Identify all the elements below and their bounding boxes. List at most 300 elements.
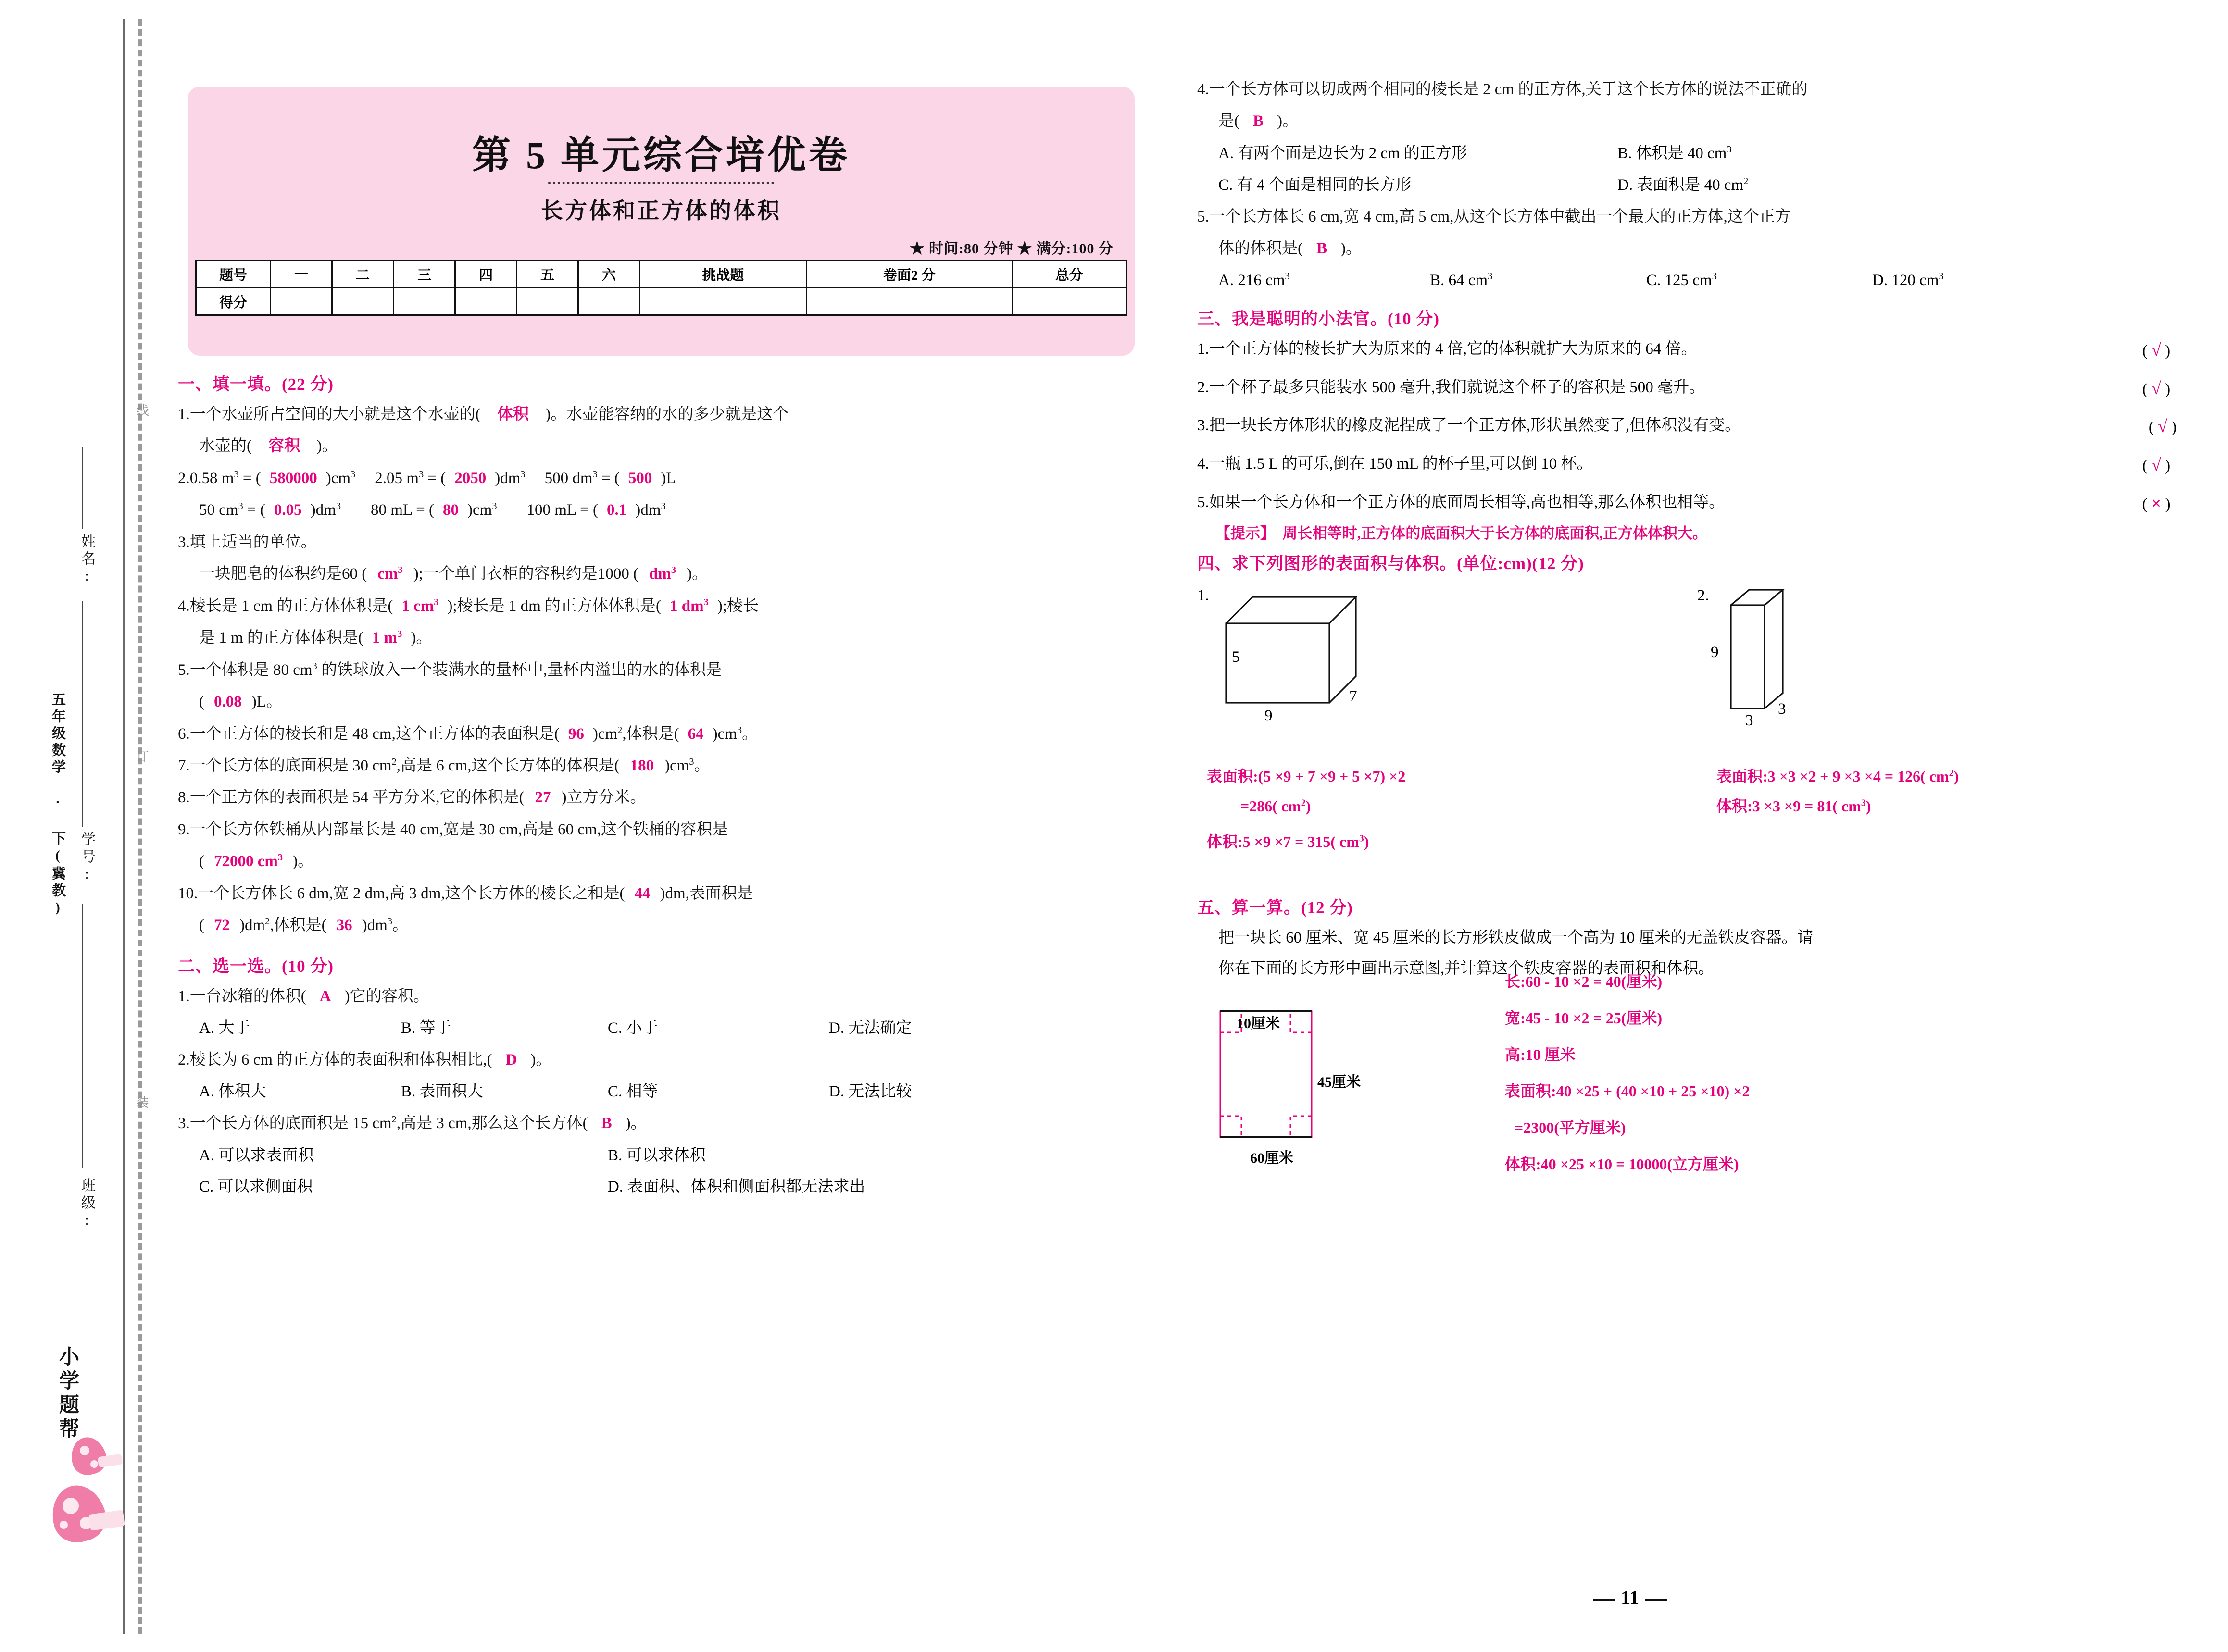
s1-q2-3-rhs: )dm bbox=[310, 501, 336, 519]
s1-q10-text-e: ,体积是( bbox=[270, 917, 327, 934]
s1-q2-2-lhs-sup: 3 bbox=[592, 469, 598, 480]
s1-q2-5-mid: = ( bbox=[576, 501, 599, 519]
s1-q4-text-d: 是 1 m 的正方体体积是( bbox=[199, 629, 363, 647]
fig1-label-width: 9 bbox=[1264, 707, 1273, 725]
exam-meta: ★ 时间:80 分钟 ★ 满分:100 分 bbox=[910, 241, 1114, 257]
s1-q1-answer-1: 体积 bbox=[497, 406, 529, 423]
s1-q8-text-a: 8.一个正方体的表面积是 54 平方分米,它的体积是( bbox=[178, 789, 525, 807]
s3-hint bbox=[1197, 521, 2192, 543]
s1-q4-line1 bbox=[178, 594, 1144, 619]
s3-item-1 bbox=[1197, 336, 2192, 364]
s2-q5-opt-a-sup: 3 bbox=[1285, 271, 1290, 282]
s1-q7-answer: 180 bbox=[630, 757, 654, 774]
s1-q2-4-rhs-sup: 3 bbox=[492, 501, 497, 512]
s5-work-line-4: 表面积:40 ×25 + (40 ×10 + 25 ×10) ×2 bbox=[1505, 1082, 1750, 1100]
s1-q10-sup-d: 2 bbox=[265, 916, 270, 927]
s1-q2-0-ans: 580000 bbox=[269, 469, 317, 487]
title-divider bbox=[548, 182, 774, 184]
s1-q5-line2 bbox=[178, 689, 1144, 715]
score-table-header-6: 六 bbox=[578, 261, 640, 288]
fig1-surface-line2 bbox=[1240, 792, 1311, 821]
s2-q4-text-c: )。 bbox=[1277, 112, 1299, 130]
mushroom-icon-small bbox=[71, 1437, 117, 1485]
s1-q5-line1 bbox=[178, 658, 1144, 683]
section-4-heading: 四、求下列图形的表面积与体积。(单位:cm)(12 分) bbox=[1197, 554, 1584, 573]
s1-q3-text-c: )。 bbox=[687, 565, 708, 583]
s2-q5-options bbox=[1197, 268, 2192, 293]
s1-q2-4-mid: = ( bbox=[412, 501, 435, 519]
s1-q9-ans-txt: 72000 cm bbox=[214, 853, 278, 870]
s1-q7-text-b: ,高是 6 cm,这个长方体的体积是( bbox=[396, 757, 620, 774]
fig1-label-depth: 7 bbox=[1349, 688, 1357, 706]
s1-q2-1-rhs: )dm bbox=[495, 469, 521, 487]
s1-q9-answer bbox=[204, 853, 292, 870]
s2-q1-option-b[interactable]: B. 等于 bbox=[401, 1019, 451, 1037]
s3-item-1-text: 1.一个正方体的棱长扩大为原来的 4 倍,它的体积就扩大为原来的 64 倍。 bbox=[1197, 340, 1697, 358]
s1-q2-item-0 bbox=[178, 466, 355, 491]
sidebar-student-id-label: 学号: bbox=[79, 832, 95, 885]
page-title: 第 5 单元综合培优卷 bbox=[472, 135, 850, 177]
s1-q1-text-d: )。 bbox=[316, 437, 338, 455]
score-table-header-0: 题号 bbox=[196, 261, 271, 288]
s1-q1-answer-2: 容积 bbox=[268, 437, 300, 455]
s1-q1-text-a: 1.一个水壶所占空间的大小就是这个水壶的( bbox=[178, 406, 481, 423]
s1-q9-text-b: ( bbox=[199, 853, 204, 870]
s1-q6 bbox=[178, 721, 1144, 747]
s1-q7 bbox=[178, 753, 1144, 779]
s2-q2-option-b[interactable]: B. 表面积大 bbox=[401, 1083, 483, 1101]
s2-q3-option-c[interactable]: C. 可以求侧面积 bbox=[199, 1178, 313, 1196]
s2-q3-text-a: 3.一个长方体的底面积是 15 cm bbox=[178, 1115, 392, 1132]
s1-q6-text-e: 。 bbox=[742, 725, 758, 743]
s1-q7-text-c: )cm bbox=[664, 757, 689, 774]
sidebar-dash-label-pack: 装 bbox=[135, 1096, 149, 1110]
fig1-volume-line bbox=[1207, 827, 1369, 857]
s1-q5-answer: 0.08 bbox=[214, 693, 242, 711]
s3-item-3-mark[interactable]: ( √ ) bbox=[2148, 417, 2177, 436]
s1-q2-item-3 bbox=[199, 497, 341, 523]
s1-q5-text-a: 5.一个体积是 80 cm bbox=[178, 661, 313, 679]
s1-q2-3-lhs: 50 cm bbox=[199, 501, 238, 519]
s2-q2-option-d[interactable]: D. 无法比较 bbox=[829, 1083, 912, 1101]
s1-q2-item-2 bbox=[545, 466, 676, 491]
s1-q4-text-c: );棱长 bbox=[717, 597, 759, 615]
s1-q3-answer-1 bbox=[367, 565, 413, 583]
title-banner bbox=[188, 87, 1135, 356]
s2-q4-line1: 4.一个长方体可以切成两个相同的棱长是 2 cm 的正方体,关于这个长方体的说法不正确的 bbox=[1197, 81, 1808, 98]
s1-q2-0-rhs-sup: 3 bbox=[350, 469, 356, 480]
s1-q10-text-f: )dm bbox=[362, 917, 388, 934]
s2-q2-text-a: 2.棱长为 6 cm 的正方体的表面积和体积相比,( bbox=[178, 1051, 492, 1068]
s1-q2-4-lhs: 80 mL bbox=[371, 501, 412, 519]
s3-item-2-mark[interactable]: ( √ ) bbox=[2142, 378, 2171, 398]
section-2-heading: 二、选一选。(10 分) bbox=[178, 956, 334, 976]
s1-q2-5-lhs: 100 mL bbox=[526, 501, 576, 519]
s2-q4-option-d[interactable] bbox=[1617, 173, 1748, 198]
score-table-header-4: 四 bbox=[455, 261, 517, 288]
section-5-content bbox=[1197, 973, 2192, 1176]
fig2-volume-sup: 3 bbox=[1861, 797, 1866, 808]
sidebar-dash-label-line: 线 bbox=[135, 404, 149, 418]
s2-q1-option-c[interactable]: C. 小于 bbox=[608, 1019, 658, 1037]
s3-item-4-text: 4.一瓶 1.5 L 的可乐,倒在 150 mL 的杯子里,可以倒 10 杯。 bbox=[1197, 455, 1593, 472]
s2-q2-option-c[interactable]: C. 相等 bbox=[608, 1083, 658, 1101]
score-table-header-8: 卷面2 分 bbox=[806, 261, 1012, 288]
s1-q6-text-a: 6.一个正方体的棱长和是 48 cm,这个正方体的表面积是( bbox=[178, 725, 560, 743]
s1-q2-1-lhs-sup: 3 bbox=[418, 469, 424, 480]
s2-q1 bbox=[178, 984, 1144, 1009]
fig2-surface-sup: 2 bbox=[1949, 768, 1954, 779]
s5-diagram-top-label: 10厘米 bbox=[1237, 1016, 1280, 1032]
s1-q3-ans2-txt: dm bbox=[649, 565, 671, 583]
sidebar-name-label: 姓名: bbox=[79, 534, 95, 587]
s2-q3-text-c: )。 bbox=[625, 1115, 647, 1132]
binding-dashed-line bbox=[138, 19, 142, 1634]
s2-q1-text-a: 1.一台冰箱的体积( bbox=[178, 987, 306, 1005]
s3-item-4 bbox=[1197, 451, 2192, 479]
s3-item-5-mark[interactable]: ( × ) bbox=[2142, 493, 2171, 513]
s2-q3-sup: 2 bbox=[391, 1114, 397, 1125]
s2-q2-text-b: )。 bbox=[530, 1051, 552, 1068]
s2-q1-option-a[interactable]: A. 大于 bbox=[199, 1019, 250, 1037]
s5-work-line-6: 体积:40 ×25 ×10 = 10000(立方厘米) bbox=[1505, 1155, 1739, 1173]
s1-q9-line1: 9.一个长方体铁桶从内部量长是 40 cm,宽是 30 cm,高是 60 cm,这个铁桶的容积是 bbox=[178, 820, 728, 838]
s1-q2-item-4 bbox=[371, 497, 497, 523]
s1-q10-answer-3: 36 bbox=[336, 917, 352, 934]
s2-q4-option-d-sup: 2 bbox=[1743, 175, 1749, 186]
s2-q3-options-row2 bbox=[178, 1174, 1144, 1200]
s1-q1-text-b: )。水壶能容纳的水的多少就是这个 bbox=[545, 406, 789, 423]
s1-q2-0-lhs-sup: 3 bbox=[234, 469, 239, 480]
table-row-headers bbox=[196, 261, 1127, 288]
s1-q10-text-c: ( bbox=[199, 917, 204, 934]
s2-q5-text-c: )。 bbox=[1340, 239, 1362, 257]
s3-item-2-mark-glyph: √ bbox=[2152, 378, 2161, 398]
s1-q2-row1 bbox=[178, 466, 1144, 491]
s5-work-line-2: 宽:45 - 10 ×2 = 25(厘米) bbox=[1505, 1009, 1663, 1027]
s1-q4-ans2-txt: 1 dm bbox=[670, 597, 704, 615]
s2-q4-option-b[interactable] bbox=[1617, 141, 1732, 166]
s1-q3-ans2-sup: 3 bbox=[671, 565, 676, 576]
s3-item-5 bbox=[1197, 490, 2192, 518]
s2-q4-options-row2 bbox=[1197, 173, 2192, 198]
s1-q4-ans2-sup: 3 bbox=[703, 596, 709, 608]
s2-q4-line2 bbox=[1197, 109, 2192, 134]
s1-q4-ans3-sup: 3 bbox=[397, 629, 402, 640]
right-column bbox=[1197, 77, 2192, 1176]
fig1-number: 1. bbox=[1197, 587, 1209, 605]
s1-q2-4-ans: 80 bbox=[443, 501, 459, 519]
s1-q2-3-ans: 0.05 bbox=[274, 501, 302, 519]
s1-q2-1-rhs-sup: 3 bbox=[520, 469, 526, 480]
s3-item-5-text: 5.如果一个长方体和一个正方体的底面周长相等,高也相等,那么体积也相等。 bbox=[1197, 493, 1725, 511]
fig2-label-height: 9 bbox=[1711, 644, 1719, 661]
fig2-surface-text: 表面积:3 ×3 ×2 + 9 ×3 ×4 = 126( cm bbox=[1716, 768, 1949, 785]
score-table-header-2: 二 bbox=[332, 261, 394, 288]
s3-item-2-text: 2.一个杯子最多只能装水 500 毫升,我们就说这个杯子的容积是 500 毫升。 bbox=[1197, 378, 1705, 396]
page-number bbox=[1534, 1586, 1726, 1609]
s1-q3-body bbox=[178, 561, 1144, 587]
s1-q10-sup-f: 3 bbox=[387, 916, 393, 927]
sidebar-subject-label: 五年级数学 · 下(冀教) bbox=[50, 692, 65, 918]
s1-q2-3-rhs-sup: 3 bbox=[336, 501, 341, 512]
s2-q5-opt-c-sup: 3 bbox=[1712, 271, 1717, 282]
s1-q5-text-b: 的铁球放入一个装满水的量杯中,量杯内溢出的水的体积是 bbox=[317, 661, 722, 679]
s1-q5-text-c: ( bbox=[199, 693, 204, 711]
s1-q4-text-b: );棱长是 1 dm 的正方体体积是( bbox=[447, 597, 661, 615]
binding-sidebar bbox=[0, 0, 149, 1652]
s1-q8-answer: 27 bbox=[535, 789, 551, 807]
s3-hint-label: 【提示】 bbox=[1215, 525, 1275, 542]
s1-q2-0-lhs: 2.0.58 m bbox=[178, 469, 234, 487]
s2-q1-option-d[interactable]: D. 无法确定 bbox=[829, 1019, 912, 1037]
s1-q4-answer-1 bbox=[393, 597, 447, 615]
s2-q5-option-a[interactable] bbox=[1218, 268, 1430, 293]
page-number-dash-left bbox=[1593, 1599, 1615, 1601]
s1-q9-ans-sup: 3 bbox=[277, 852, 283, 863]
s2-q5-opt-b-text: B. 64 cm bbox=[1430, 272, 1488, 289]
fig2-label-depth: 3 bbox=[1778, 700, 1786, 718]
s1-q4-ans3-txt: 1 m bbox=[372, 629, 398, 647]
score-cell-9[interactable] bbox=[1012, 288, 1126, 315]
fig2-volume-line bbox=[1716, 792, 1871, 821]
score-table bbox=[195, 260, 1127, 316]
s2-q2-answer: D bbox=[505, 1051, 517, 1068]
s2-q2-option-a[interactable]: A. 体积大 bbox=[199, 1083, 266, 1101]
s2-q3-option-b[interactable]: B. 可以求体积 bbox=[608, 1146, 706, 1164]
s3-item-3-text: 3.把一块长方体形状的橡皮泥捏成了一个正方体,形状虽然变了,但体积没有变。 bbox=[1197, 417, 1741, 435]
score-cell-1[interactable] bbox=[271, 288, 332, 315]
s1-q2-5-ans: 0.1 bbox=[607, 501, 627, 519]
s2-q5-opt-a-text: A. 216 cm bbox=[1218, 272, 1285, 289]
s2-q5-opt-d-text: D. 120 cm bbox=[1872, 272, 1939, 289]
score-table-header-9: 总分 bbox=[1012, 261, 1126, 288]
fig1-cuboid-diagram bbox=[1216, 585, 1389, 715]
score-cell-5[interactable] bbox=[517, 288, 578, 315]
section-4-figures bbox=[1197, 581, 2192, 740]
s1-q7-sup-1: 2 bbox=[391, 756, 397, 767]
s1-q8-text-b: )立方分米。 bbox=[561, 789, 646, 807]
sidebar-rule-1 bbox=[82, 447, 83, 529]
fig2-label-width: 3 bbox=[1745, 712, 1753, 730]
s5-work-line-3: 高:10 厘米 bbox=[1505, 1046, 1576, 1064]
s1-q4-ans1-txt: 1 cm bbox=[401, 597, 434, 615]
score-cell-2[interactable] bbox=[332, 288, 394, 315]
fig1-volume-sup: 3 bbox=[1359, 833, 1364, 844]
s5-work-line-5: =2300(平方厘米) bbox=[1515, 1119, 1626, 1137]
s5-diagram-bottom-label: 60厘米 bbox=[1250, 1150, 1293, 1167]
s1-q2-1-ans: 2050 bbox=[454, 469, 487, 487]
fig2-surface-line bbox=[1716, 762, 1959, 791]
score-table-header-1: 一 bbox=[271, 261, 332, 288]
s1-q3-heading: 3.填上适当的单位。 bbox=[178, 533, 317, 551]
s1-q5-text-d: )L。 bbox=[251, 693, 282, 711]
sidebar-dash-label-bind: 订 bbox=[135, 750, 149, 764]
s2-q4-option-b-sup: 3 bbox=[1727, 144, 1732, 155]
s1-q10-line1 bbox=[178, 881, 1144, 907]
s2-q5-option-d[interactable] bbox=[1872, 268, 1944, 293]
s1-q4-text-e: )。 bbox=[411, 629, 432, 647]
section-1-heading: 一、填一填。(22 分) bbox=[178, 375, 334, 394]
s2-q1-answer: A bbox=[319, 987, 331, 1005]
s2-q5-option-b[interactable] bbox=[1430, 268, 1646, 293]
s3-item-1-mark-glyph: √ bbox=[2152, 340, 2161, 360]
s2-q2 bbox=[178, 1047, 1144, 1073]
s1-q3-ans1-sup: 3 bbox=[398, 565, 403, 576]
s2-q5-answer: B bbox=[1316, 239, 1327, 257]
s5-text-line2: 你在下面的长方形中画出示意图,并计算这个铁皮容器的表面积和体积。 bbox=[1218, 959, 1715, 977]
s2-q3-option-a[interactable]: A. 可以求表面积 bbox=[199, 1146, 314, 1164]
page-number-dash-right bbox=[1645, 1599, 1667, 1601]
s2-q5-line1: 5.一个长方体长 6 cm,宽 4 cm,高 5 cm,从这个长方体中截出一个最大的正方体,这个正方 bbox=[1197, 208, 1791, 225]
fig1-label-height: 5 bbox=[1232, 648, 1240, 666]
s1-q10-text-g: 。 bbox=[392, 917, 409, 934]
table-row-scores bbox=[196, 288, 1127, 315]
s1-q2-2-lhs: 500 dm bbox=[544, 469, 593, 487]
s1-q2-2-ans: 500 bbox=[628, 469, 652, 487]
s1-q2-2-rhs: )L bbox=[661, 469, 676, 487]
s2-q3 bbox=[178, 1111, 1144, 1136]
s2-q1-options bbox=[178, 1016, 1144, 1041]
page-number-value: 11 bbox=[1621, 1587, 1639, 1608]
s1-q4-line2 bbox=[178, 625, 1144, 651]
s1-q2-0-rhs: )cm bbox=[325, 469, 351, 487]
s1-q2-3-mid: = ( bbox=[243, 501, 265, 519]
s2-q4-option-c[interactable]: C. 有 4 个面是相同的长方形 bbox=[1218, 176, 1412, 194]
s1-q10-answer-2: 72 bbox=[214, 917, 230, 934]
s1-q2-item-1 bbox=[375, 466, 525, 491]
s2-q3-options-row1 bbox=[178, 1143, 1144, 1168]
fig2-volume-end: ) bbox=[1865, 797, 1871, 815]
s2-q5-option-c[interactable] bbox=[1646, 268, 1872, 293]
s1-q4-answer-2 bbox=[661, 597, 717, 615]
s1-q6-text-b: )cm bbox=[592, 725, 618, 743]
s1-q2-4-rhs: )cm bbox=[467, 501, 492, 519]
s1-q7-text-a: 7.一个长方体的底面积是 30 cm bbox=[178, 757, 392, 774]
s2-q4-options-row1 bbox=[1197, 141, 2192, 166]
s1-q3-text-b: );一个单门衣柜的容积约是1000 ( bbox=[413, 565, 639, 583]
s2-q2-options bbox=[178, 1079, 1144, 1105]
mushroom-icon-large bbox=[52, 1485, 114, 1553]
s1-q3-text-a: 一块肥皂的体积约是60 ( bbox=[199, 565, 367, 583]
fig2-number: 2. bbox=[1697, 587, 1709, 605]
fig2-volume-text: 体积:3 ×3 ×9 = 81( cm bbox=[1716, 797, 1861, 815]
s1-q6-text-c: ,体积是( bbox=[622, 725, 679, 743]
s3-item-3 bbox=[1197, 413, 2192, 441]
s5-work-line-1: 长:60 - 10 ×2 = 40(厘米) bbox=[1505, 973, 1663, 991]
s1-q4-text-a: 4.棱长是 1 cm 的正方体体积是( bbox=[178, 597, 393, 615]
s1-q7-sup-2: 3 bbox=[689, 756, 694, 767]
s5-text-line1: 把一块长 60 厘米、宽 45 厘米的长方形铁皮做成一个高为 10 厘米的无盖铁皮容器。请 bbox=[1218, 929, 1814, 947]
section-3-heading: 三、我是聪明的小法官。(10 分) bbox=[1197, 310, 1440, 329]
s3-item-1-mark[interactable]: ( √ ) bbox=[2142, 340, 2171, 360]
fig2-surface-end: ) bbox=[1953, 768, 1959, 785]
score-cell-7[interactable] bbox=[640, 288, 806, 315]
s2-q4-option-d-text: D. 表面积是 40 cm bbox=[1617, 176, 1744, 194]
s1-q2-2-mid: = ( bbox=[597, 469, 620, 487]
s3-item-4-mark[interactable]: ( √ ) bbox=[2142, 455, 2171, 474]
sidebar-rule-3 bbox=[82, 904, 83, 1168]
s1-q10-text-a: 10.一个长方体长 6 dm,宽 2 dm,高 3 dm,这个长方体的棱长之和是( bbox=[178, 884, 625, 902]
s2-q4-option-b-text: B. 体积是 40 cm bbox=[1617, 144, 1727, 162]
fig1-surface-line2-end: ) bbox=[1305, 797, 1311, 815]
s1-q9-text-c: )。 bbox=[292, 853, 314, 870]
score-cell-8[interactable] bbox=[806, 288, 1012, 315]
s1-q6-text-d: )cm bbox=[712, 725, 737, 743]
s2-q5-opt-b-sup: 3 bbox=[1488, 271, 1493, 282]
s1-q2-1-mid: = ( bbox=[424, 469, 446, 487]
s3-item-3-mark-glyph: √ bbox=[2158, 417, 2167, 436]
s1-q8 bbox=[178, 785, 1144, 810]
s2-q3-answer: B bbox=[601, 1115, 612, 1132]
page-subtitle: 长方体和正方体的体积 bbox=[541, 199, 781, 223]
score-cell-6[interactable] bbox=[578, 288, 640, 315]
s1-q10-line2 bbox=[178, 913, 1144, 938]
s2-q3-text-b: ,高是 3 cm,那么这个长方体( bbox=[396, 1115, 588, 1132]
section-4-work bbox=[1197, 762, 2192, 882]
s1-q2-row2 bbox=[178, 497, 1144, 523]
s1-q2-item-5 bbox=[527, 497, 666, 523]
s1-q6-sup-d: 3 bbox=[737, 724, 742, 735]
score-table-header-7: 挑战题 bbox=[640, 261, 806, 288]
s1-q4-ans1-sup: 3 bbox=[434, 596, 439, 608]
s2-q5-line2 bbox=[1197, 236, 2192, 261]
s1-q10-text-b: )dm,表面积是 bbox=[660, 884, 753, 902]
s1-q2-5-rhs: )dm bbox=[635, 501, 661, 519]
s1-q7-text-d: 。 bbox=[694, 757, 710, 774]
s1-q1-line1 bbox=[178, 402, 1144, 427]
s2-q5-opt-d-sup: 3 bbox=[1939, 271, 1944, 282]
s2-q4-answer: B bbox=[1253, 112, 1264, 130]
sidebar-class-label: 班级: bbox=[79, 1178, 95, 1231]
score-cell-3[interactable] bbox=[394, 288, 455, 315]
s3-item-2 bbox=[1197, 375, 2192, 403]
s3-item-5-mark-glyph: × bbox=[2151, 493, 2162, 513]
s1-q2-3-lhs-sup: 3 bbox=[238, 501, 243, 512]
s2-q1-text-b: )它的容积。 bbox=[344, 987, 429, 1005]
s1-q9-line2 bbox=[178, 849, 1144, 874]
s1-q10-text-d: )dm bbox=[239, 917, 265, 934]
fig2-cuboid-diagram bbox=[1721, 585, 1817, 724]
score-table-row-label: 得分 bbox=[196, 288, 271, 315]
fig1-surface-line1: 表面积:(5 ×9 + 7 ×9 + 5 ×7) ×2 bbox=[1207, 768, 1406, 785]
fig1-surface-line2-sup: 2 bbox=[1301, 797, 1306, 808]
s1-q3-answer-2 bbox=[638, 565, 687, 583]
s2-q4-text-b: 是( bbox=[1218, 112, 1239, 130]
s1-q6-answer-2: 64 bbox=[688, 725, 704, 743]
s1-q2-0-mid: = ( bbox=[238, 469, 261, 487]
section-5-heading: 五、算一算。(12 分) bbox=[1197, 898, 1353, 918]
s1-q1-line2 bbox=[178, 434, 1144, 459]
s2-q5-text-b: 体的体积是( bbox=[1218, 239, 1303, 257]
fig1-surface-line2-text: =286( cm bbox=[1240, 797, 1301, 815]
s3-item-4-mark-glyph: √ bbox=[2152, 455, 2161, 474]
binding-solid-line bbox=[123, 19, 125, 1634]
score-cell-4[interactable] bbox=[455, 288, 517, 315]
s1-q2-5-rhs-sup: 3 bbox=[661, 501, 666, 512]
fig1-volume-text: 体积:5 ×9 ×7 = 315( cm bbox=[1207, 833, 1359, 851]
s1-q1-text-c: 水壶的( bbox=[199, 437, 252, 455]
s1-q2-1-lhs: 2.05 m bbox=[375, 469, 419, 487]
s1-q10-answer-1: 44 bbox=[634, 884, 651, 902]
s2-q4-option-a[interactable]: A. 有两个面是边长为 2 cm 的正方形 bbox=[1218, 144, 1467, 162]
s2-q3-option-d[interactable]: D. 表面积、体积和侧面积都无法求出 bbox=[608, 1178, 865, 1196]
s1-q3-ans1-txt: cm bbox=[377, 565, 398, 583]
brand-logo-text: 小学题帮 bbox=[56, 1346, 78, 1442]
fig1-volume-end: ) bbox=[1364, 833, 1369, 851]
left-column bbox=[178, 371, 1144, 1206]
s1-q6-answer-1: 96 bbox=[568, 725, 584, 743]
